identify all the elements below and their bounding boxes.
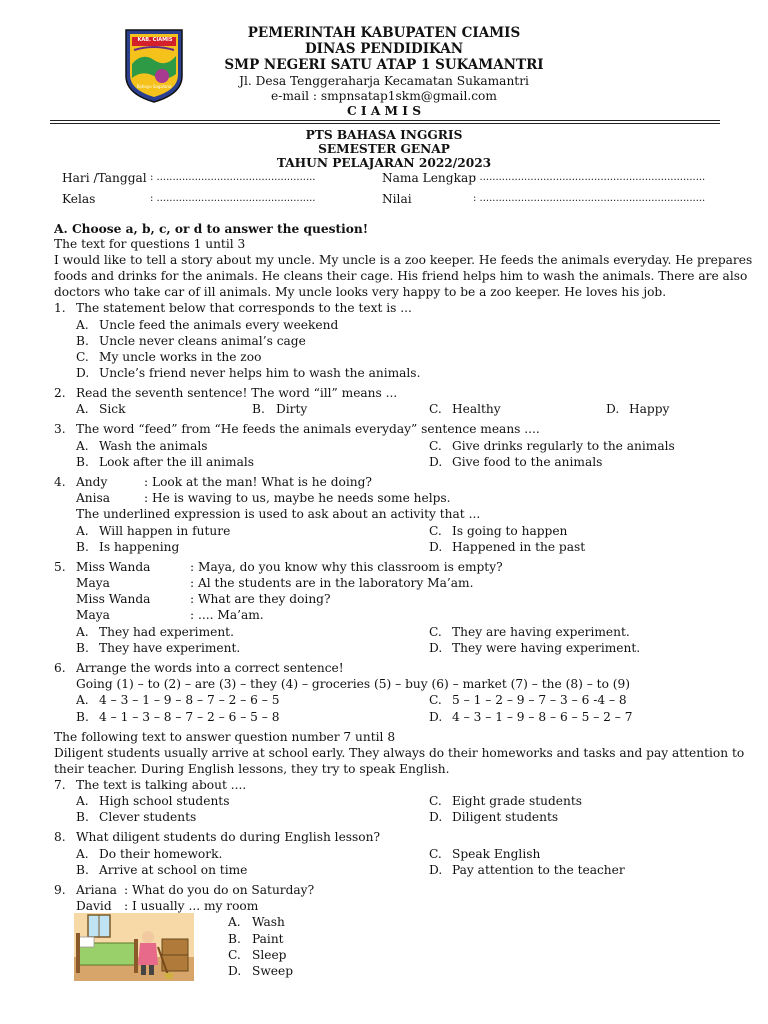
nama-field[interactable]: : ....................................................................... <box>473 172 706 183</box>
header-divider <box>50 120 720 121</box>
q5-speaker-3: Miss Wanda <box>76 592 151 606</box>
q5-line-2: : Al the students are in the laboratory Ma’am. <box>190 576 474 590</box>
q9-number: 9. <box>54 883 66 897</box>
q6-letter-a: A. <box>76 693 89 707</box>
q6-words: Going (1) – to (2) – are (3) – they (4) – groceries (5) – buy (6) – market (7) – the (8) – to (9) <box>76 677 631 691</box>
q3-stem: The word “feed” from “He feeds the animals everyday” sentence means .... <box>76 422 540 436</box>
q4-stem: The underlined expression is used to ask about an activity that ... <box>76 507 481 521</box>
q3-letter-b: B. <box>76 455 89 469</box>
q8-option-d[interactable]: Pay attention to the teacher <box>452 863 625 877</box>
q9-speaker-2: David <box>76 899 112 913</box>
q1-number: 1. <box>54 301 66 315</box>
q8-letter-d: D. <box>429 863 443 877</box>
q4-letter-b: B. <box>76 540 89 554</box>
q6-option-a[interactable]: 4 – 3 – 1 – 9 – 8 – 7 – 2 – 6 – 5 <box>99 693 280 707</box>
q1-stem: The statement below that corresponds to the text is ... <box>76 301 412 315</box>
q2-option-d[interactable]: Happy <box>629 402 670 416</box>
q3-option-b[interactable]: Look after the ill animals <box>99 455 255 469</box>
q8-option-c[interactable]: Speak English <box>452 847 541 861</box>
q2-option-b[interactable]: Dirty <box>276 402 308 416</box>
q9-letter-a: A. <box>228 915 241 929</box>
exam-semester: SEMESTER GENAP <box>318 142 450 156</box>
q9-option-a[interactable]: Wash <box>252 915 285 929</box>
q4-speaker-2: Anisa <box>76 491 111 505</box>
q9-option-d[interactable]: Sweep <box>252 964 294 978</box>
q1-letter-b: B. <box>76 334 89 348</box>
q5-letter-c: C. <box>429 625 442 639</box>
q4-option-a[interactable]: Will happen in future <box>99 524 231 538</box>
header-email: e-mail : smpnsatap1skm@gmail.com <box>271 89 497 103</box>
hari-label: Hari /Tanggal <box>62 171 147 185</box>
q5-speaker-4: Maya <box>76 608 110 622</box>
q2-letter-a: A. <box>76 402 89 416</box>
q5-option-b[interactable]: They have experiment. <box>99 641 241 655</box>
header-city: C I A M I S <box>346 104 422 118</box>
nama-label: Nama Lengkap <box>382 171 477 185</box>
text2-line: their teacher. During English lessons, they try to speak English. <box>54 762 450 776</box>
q8-stem: What diligent students do during English lesson? <box>76 830 381 844</box>
header-government: PEMERINTAH KABUPATEN CIAMIS <box>247 25 521 41</box>
q4-letter-c: C. <box>429 524 442 538</box>
q9-line-2: : I usually ... my room <box>124 899 259 913</box>
q4-letter-a: A. <box>76 524 89 538</box>
q2-number: 2. <box>54 386 66 400</box>
q3-option-c[interactable]: Give drinks regularly to the animals <box>452 439 675 453</box>
q2-option-a[interactable]: Sick <box>99 402 126 416</box>
text1-intro: The text for questions 1 until 3 <box>54 237 246 251</box>
q9-speaker-1: Ariana <box>76 883 117 897</box>
q7-letter-c: C. <box>429 794 442 808</box>
q9-option-b[interactable]: Paint <box>252 932 284 946</box>
nilai-label: Nilai <box>382 192 412 206</box>
exam-title: PTS BAHASA INGGRIS <box>305 128 463 142</box>
text1-line: I would like to tell a story about my uncle. My uncle is a zoo keeper. He feeds the animals everyday. He prepares <box>54 253 753 267</box>
logo-motto: Rahayu Sagalana <box>136 84 172 89</box>
q4-option-c[interactable]: Is going to happen <box>452 524 568 538</box>
q5-option-d[interactable]: They were having experiment. <box>452 641 641 655</box>
logo-text: KAB. CIAMIS <box>137 37 173 43</box>
q3-number: 3. <box>54 422 66 436</box>
q4-number: 4. <box>54 475 66 489</box>
q2-letter-d: D. <box>606 402 620 416</box>
kelas-field[interactable]: : .................................................. <box>150 193 316 204</box>
q6-option-d[interactable]: 4 – 3 – 1 – 9 – 8 – 6 – 5 – 2 – 7 <box>452 710 633 724</box>
q1-option-c[interactable]: My uncle works in the zoo <box>99 350 262 364</box>
q7-letter-a: A. <box>76 794 89 808</box>
q6-number: 6. <box>54 661 66 675</box>
q7-stem: The text is talking about .... <box>76 778 247 792</box>
q1-letter-a: A. <box>76 318 89 332</box>
q7-option-d[interactable]: Diligent students <box>452 810 559 824</box>
q5-speaker-1: Miss Wanda <box>76 560 151 574</box>
q1-letter-c: C. <box>76 350 89 364</box>
header-divider-thin <box>50 123 720 124</box>
header-school-name: SMP NEGERI SATU ATAP 1 SUKAMANTRI <box>224 57 544 73</box>
q5-letter-b: B. <box>76 641 89 655</box>
section-a-heading: A. Choose a, b, c, or d to answer the question! <box>54 222 369 236</box>
q3-letter-c: C. <box>429 439 442 453</box>
q6-option-b[interactable]: 4 – 1 – 3 – 8 – 7 – 2 – 6 – 5 – 8 <box>99 710 280 724</box>
q6-letter-c: C. <box>429 693 442 707</box>
text2-intro: The following text to answer question number 7 until 8 <box>54 730 396 744</box>
q9-letter-c: C. <box>228 948 241 962</box>
q2-stem: Read the seventh sentence! The word “ill” means ... <box>76 386 398 400</box>
q4-option-d[interactable]: Happened in the past <box>452 540 586 554</box>
q8-option-a[interactable]: Do their homework. <box>99 847 223 861</box>
q7-option-a[interactable]: High school students <box>99 794 230 808</box>
q3-letter-d: D. <box>429 455 443 469</box>
text2-line: Diligent students usually arrive at school early. They always do their homeworks and tasks and pay attention to <box>54 746 745 760</box>
q9-letter-b: B. <box>228 932 241 946</box>
q9-line-1: : What do you do on Saturday? <box>124 883 315 897</box>
q4-line-1: : Look at the man! What is he doing? <box>144 475 372 489</box>
q3-option-a[interactable]: Wash the animals <box>99 439 208 453</box>
q2-letter-b: B. <box>252 402 265 416</box>
school-logo <box>122 24 186 104</box>
q4-letter-d: D. <box>429 540 443 554</box>
q1-option-b[interactable]: Uncle never cleans animal’s cage <box>99 334 306 348</box>
q6-option-c[interactable]: 5 – 1 – 2 – 9 – 7 – 3 – 6 -4 – 8 <box>452 693 627 707</box>
q5-speaker-2: Maya <box>76 576 110 590</box>
q5-line-3: : What are they doing? <box>190 592 331 606</box>
q5-letter-a: A. <box>76 625 89 639</box>
q4-line-2: : He is waving to us, maybe he needs some helps. <box>144 491 451 505</box>
q5-line-1: : Maya, do you know why this classroom is empty? <box>190 560 503 574</box>
text1-line: doctors who take car of ill animals. My uncle looks very happy to be a zoo keeper. He loves his job. <box>54 285 667 299</box>
hari-field[interactable]: : .................................................. <box>150 172 316 183</box>
q8-letter-c: C. <box>429 847 442 861</box>
q5-option-a[interactable]: They had experiment. <box>99 625 234 639</box>
q8-letter-b: B. <box>76 863 89 877</box>
q6-letter-d: D. <box>429 710 443 724</box>
q2-letter-c: C. <box>429 402 442 416</box>
q4-option-b[interactable]: Is happening <box>99 540 180 554</box>
q8-number: 8. <box>54 830 66 844</box>
q2-option-c[interactable]: Healthy <box>452 402 501 416</box>
header-department: DINAS PENDIDIKAN <box>304 41 464 57</box>
q7-number: 7. <box>54 778 66 792</box>
kelas-label: Kelas <box>62 192 96 206</box>
exam-year: TAHUN PELAJARAN 2022/2023 <box>276 156 492 170</box>
q4-speaker-1: Andy <box>76 475 108 489</box>
q3-letter-a: A. <box>76 439 89 453</box>
q1-letter-d: D. <box>76 366 90 380</box>
q7-letter-b: B. <box>76 810 89 824</box>
q1-option-a[interactable]: Uncle feed the animals every weekend <box>99 318 339 332</box>
nilai-field[interactable]: : ....................................................................... <box>473 193 706 204</box>
q7-option-b[interactable]: Clever students <box>99 810 197 824</box>
q6-stem: Arrange the words into a correct sentence! <box>76 661 344 675</box>
q9-option-c[interactable]: Sleep <box>252 948 287 962</box>
q9-letter-d: D. <box>228 964 242 978</box>
q5-number: 5. <box>54 560 66 574</box>
q3-option-d[interactable]: Give food to the animals <box>452 455 603 469</box>
q5-letter-d: D. <box>429 641 443 655</box>
q8-option-b[interactable]: Arrive at school on time <box>99 863 248 877</box>
q7-letter-d: D. <box>429 810 443 824</box>
q8-letter-a: A. <box>76 847 89 861</box>
q5-line-4: : .... Ma’am. <box>190 608 264 622</box>
q1-option-d[interactable]: Uncle’s friend never helps him to wash the animals. <box>99 366 421 380</box>
q5-option-c[interactable]: They are having experiment. <box>452 625 630 639</box>
header-address: Jl. Desa Tenggeraharja Kecamatan Sukamantri <box>239 74 529 88</box>
text1-line: foods and drinks for the animals. He cleans their cage. His friend helps him to wash the animals. There are also <box>54 269 748 283</box>
q7-option-c[interactable]: Eight grade students <box>452 794 583 808</box>
q6-letter-b: B. <box>76 710 89 724</box>
bedroom-illustration <box>74 913 194 981</box>
